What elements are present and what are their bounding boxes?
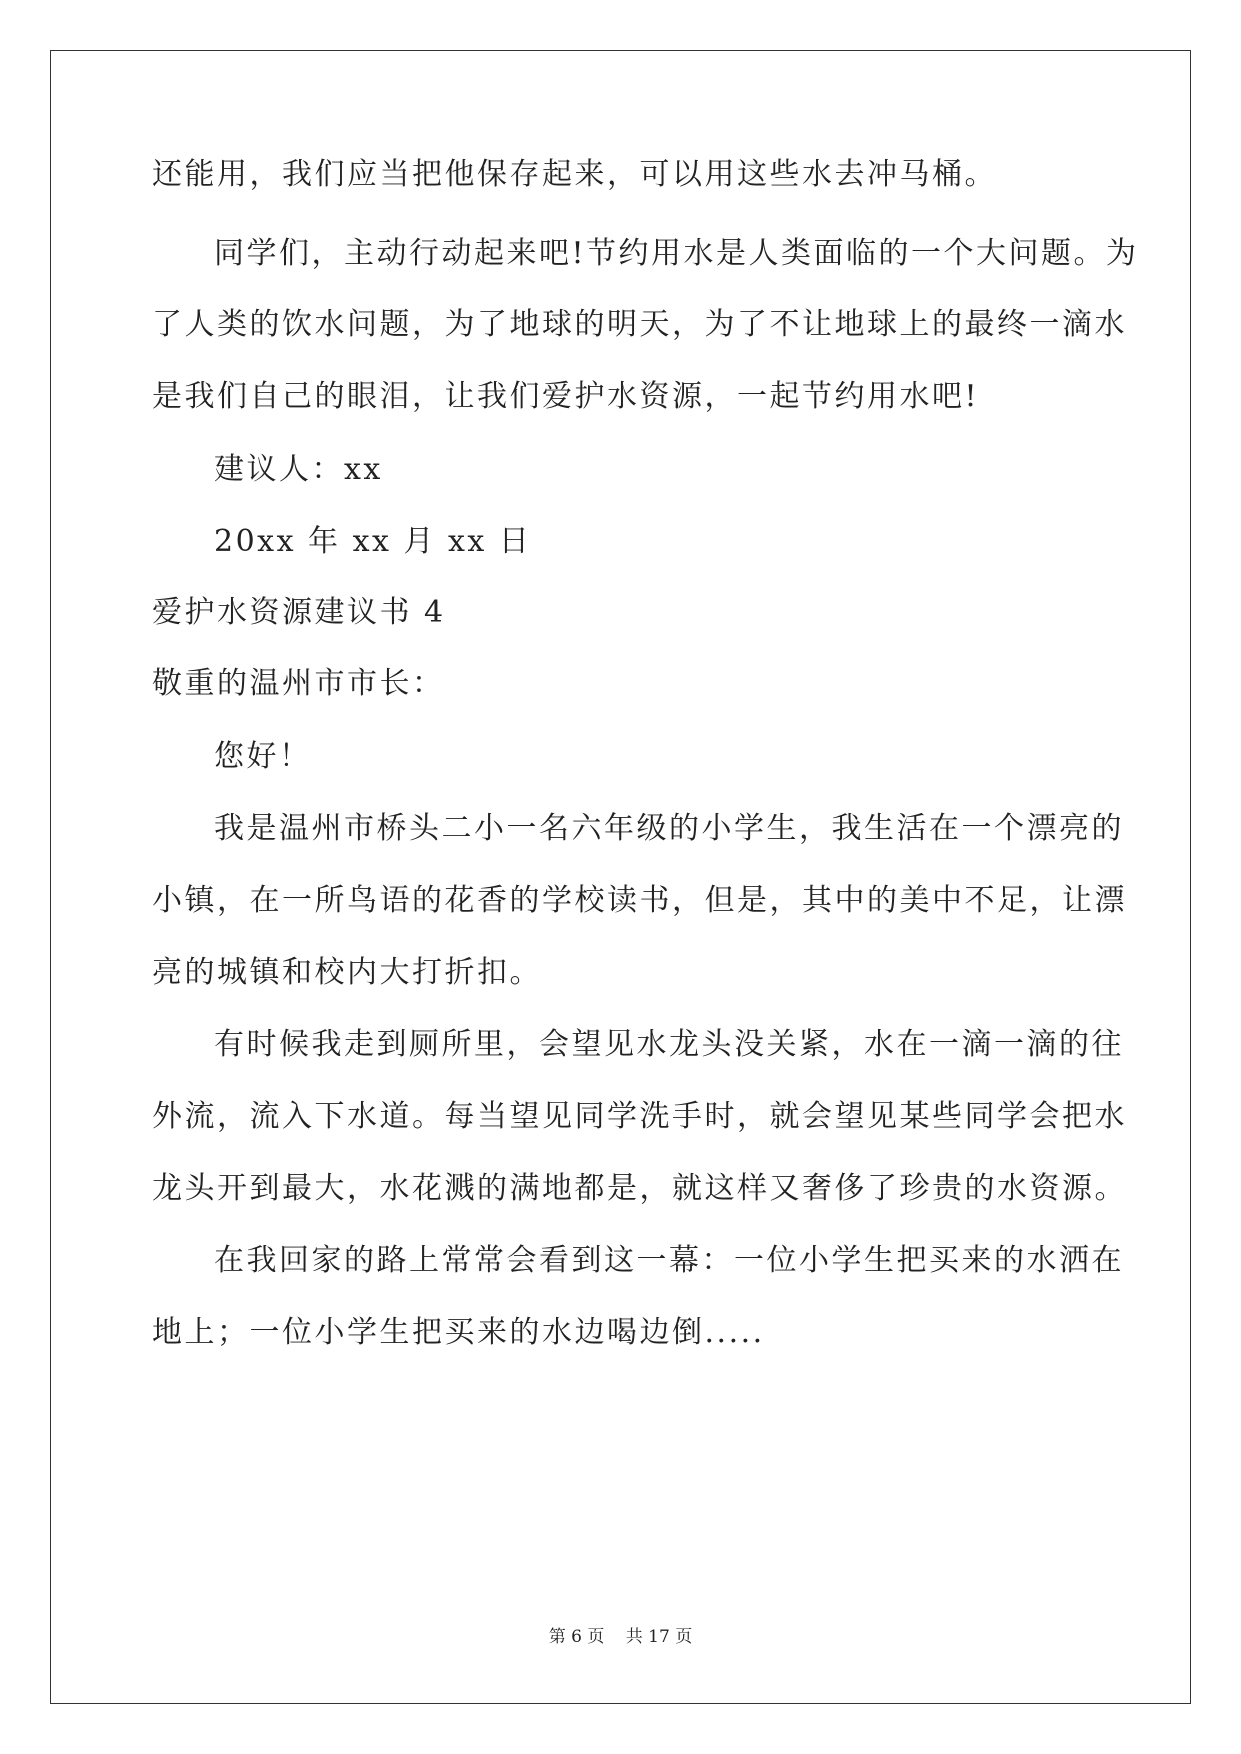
page-number: 第 6 页 <box>548 1627 605 1647</box>
page-total: 共 17 页 <box>625 1627 693 1647</box>
greeting: 您好！ <box>214 739 312 774</box>
paragraph-line-10: 我是温州市桥头二小一名六年级的小学生，我生活在一个漂亮的 <box>214 811 1124 846</box>
text-line-17: 地上；一位小学生把买来的水边喝边倒..... <box>152 1315 765 1350</box>
paragraph-line-13: 有时候我走到厕所里，会望见水龙头没关紧，水在一滴一滴的往 <box>214 1027 1124 1062</box>
text-line-15: 龙头开到最大，水花溅的满地都是，就这样又奢侈了珍贵的水资源。 <box>152 1171 1127 1206</box>
page-border <box>50 50 1191 1704</box>
paragraph-line-2: 同学们，主动行动起来吧!节约用水是人类面临的一个大问题。为 <box>214 236 1139 271</box>
page-footer <box>0 1626 1241 1648</box>
text-line-12: 亮的城镇和校内大打折扣。 <box>152 955 542 990</box>
text-line-14: 外流，流入下水道。每当望见同学洗手时，就会望见某些同学会把水 <box>152 1099 1127 1134</box>
paragraph-line-16: 在我回家的路上常常会看到这一幕：一位小学生把买来的水洒在 <box>214 1243 1124 1278</box>
text-line-3: 了人类的饮水问题，为了地球的明天，为了不让地球上的最终一滴水 <box>152 307 1127 342</box>
section-title: 爱护水资源建议书 4 <box>152 595 446 630</box>
text-line-11: 小镇，在一所鸟语的花香的学校读书，但是，其中的美中不足，让漂 <box>152 883 1127 918</box>
text-line-4: 是我们自己的眼泪，让我们爱护水资源，一起节约用水吧! <box>152 379 980 414</box>
proposer-line: 建议人：xx <box>214 452 383 487</box>
text-line-1: 还能用，我们应当把他保存起来，可以用这些水去冲马桶。 <box>152 157 997 192</box>
salutation: 敬重的温州市市长： <box>152 666 445 701</box>
date-line: 20xx 年 xx 月 xx 日 <box>214 524 532 559</box>
